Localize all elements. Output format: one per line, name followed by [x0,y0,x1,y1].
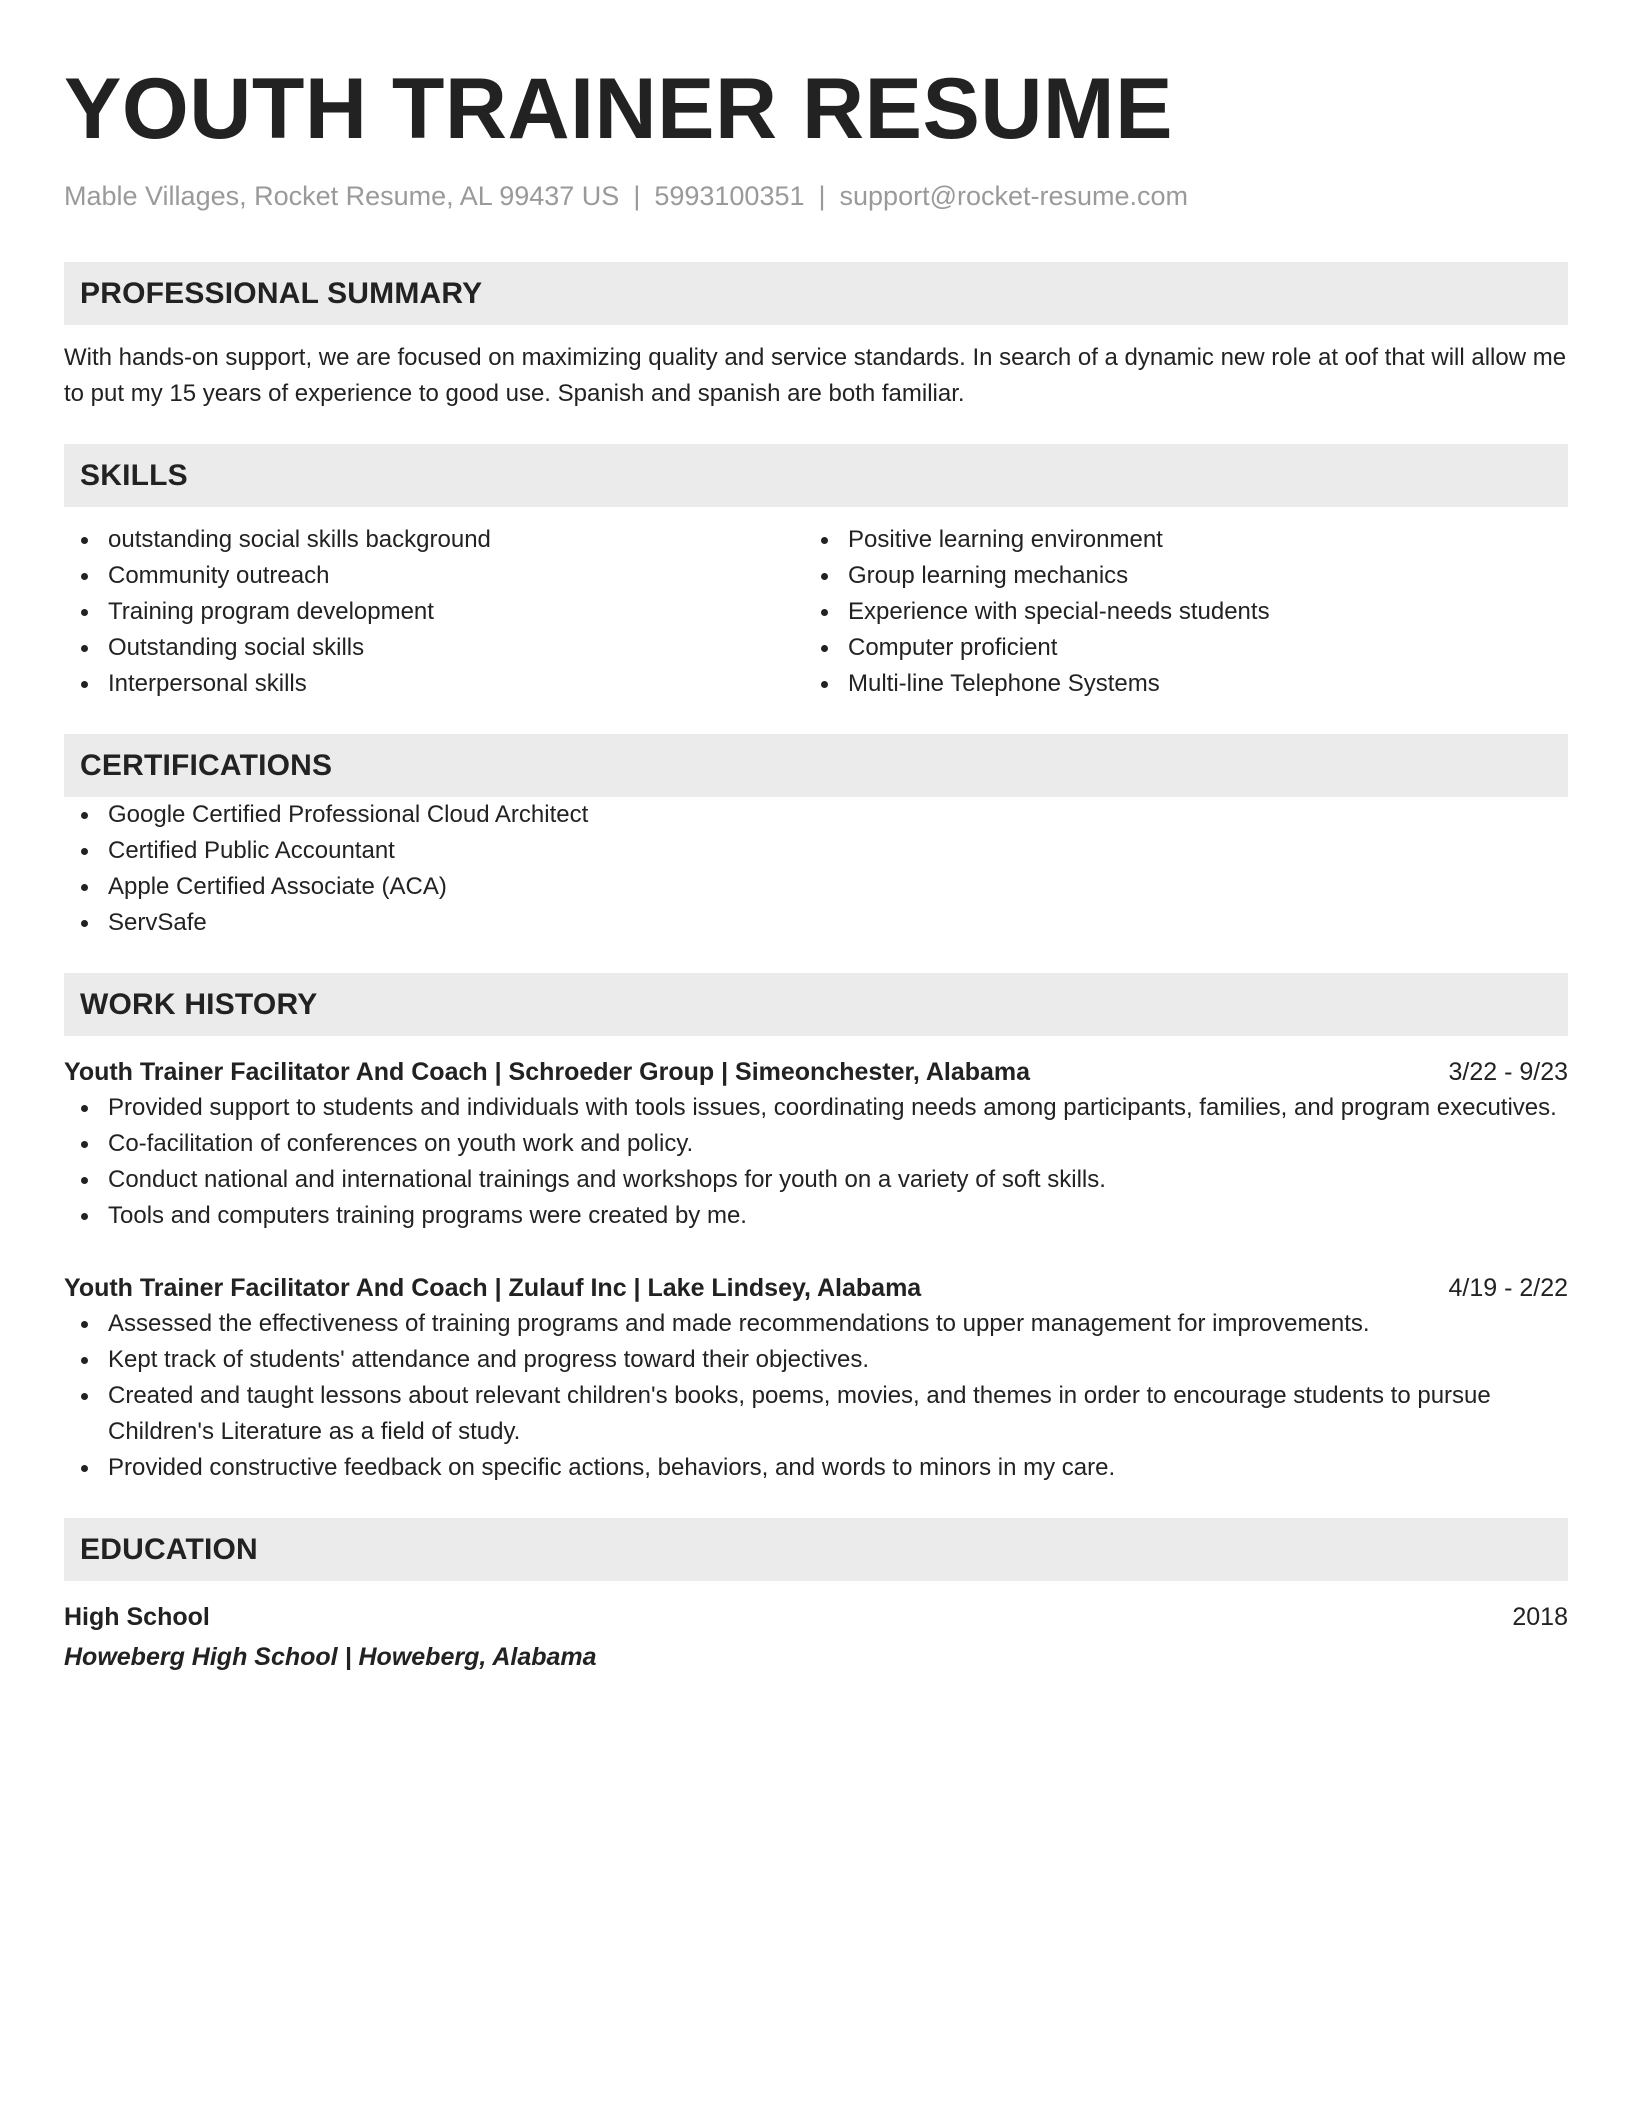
job-bullet: Co-facilitation of conferences on youth work and policy. [64,1126,1568,1162]
contact-phone: 5993100351 [654,181,805,211]
section-header-education: EDUCATION [64,1518,1568,1581]
skill-item: Outstanding social skills [64,630,804,666]
job-dates: 4/19 - 2/22 [1448,1274,1568,1303]
job-bullets [64,1090,1568,1234]
contact-separator: | [818,181,826,211]
skill-item: outstanding social skills background [64,522,804,558]
contact-separator: | [633,181,641,211]
job-title: Youth Trainer Facilitator And Coach | Schroeder Group | Simeonchester, Alabama [64,1058,1031,1087]
section-header-summary: PROFESSIONAL SUMMARY [64,262,1568,325]
skill-item: Training program development [64,594,804,630]
contact-address: Mable Villages, Rocket Resume, AL 99437 US [64,181,620,211]
section-header-work-history: WORK HISTORY [64,973,1568,1036]
job-entry [64,1270,1568,1486]
job-bullet: Tools and computers training programs were created by me. [64,1198,1568,1234]
job-bullets [64,1306,1568,1486]
job-bullet: Provided support to students and individuals with tools issues, coordinating needs among participants, families, and program executives. [64,1090,1568,1126]
certification-item: Certified Public Accountant [64,833,1568,869]
job-bullet: Assessed the effectiveness of training programs and made recommendations to upper management for improvements. [64,1306,1568,1342]
skill-item: Interpersonal skills [64,666,804,702]
skill-item: Positive learning environment [804,522,1544,558]
job-title: Youth Trainer Facilitator And Coach | Zulauf Inc | Lake Lindsey, Alabama [64,1274,922,1303]
section-header-skills: SKILLS [64,444,1568,507]
job-entry [64,1054,1568,1234]
section-header-certifications: CERTIFICATIONS [64,734,1568,797]
education-school: Howeberg High School | Howeberg, Alabama [64,1643,597,1672]
job-header [64,1054,1568,1090]
certification-item: ServSafe [64,905,1568,941]
certifications-list [64,797,1568,941]
skill-item: Multi-line Telephone Systems [804,666,1544,702]
job-dates: 3/22 - 9/23 [1448,1058,1568,1087]
resume-title: YOUTH TRAINER RESUME [64,61,1173,157]
education-degree: High School [64,1603,210,1632]
skills-grid [64,522,1568,702]
job-header [64,1270,1568,1306]
skill-item: Computer proficient [804,630,1544,666]
skill-item: Experience with special-needs students [804,594,1544,630]
job-bullet: Kept track of students' attendance and progress toward their objectives. [64,1342,1568,1378]
skill-item: Community outreach [64,558,804,594]
skills-column-left [64,522,804,702]
certification-item: Google Certified Professional Cloud Architect [64,797,1568,833]
job-bullet: Created and taught lessons about relevant children's books, poems, movies, and themes in order to encourage students to pursue Children's Literature as a field of study. [64,1378,1568,1450]
contact-line [64,180,1568,212]
education-year: 2018 [1512,1603,1568,1632]
skill-item: Group learning mechanics [804,558,1544,594]
skills-column-right [804,522,1544,702]
summary-text: With hands-on support, we are focused on maximizing quality and service standards. In search of a dynamic new role at oof that will allow me to put my 15 years of experience to good use. Spanish and spanish are both familiar. [64,344,1567,408]
job-bullet: Provided constructive feedback on specific actions, behaviors, and words to minors in my care. [64,1450,1568,1486]
contact-email[interactable]: support@rocket-resume.com [839,181,1189,211]
education-header [64,1599,1568,1635]
job-bullet: Conduct national and international trainings and workshops for youth on a variety of soft skills. [64,1162,1568,1198]
certification-item: Apple Certified Associate (ACA) [64,869,1568,905]
